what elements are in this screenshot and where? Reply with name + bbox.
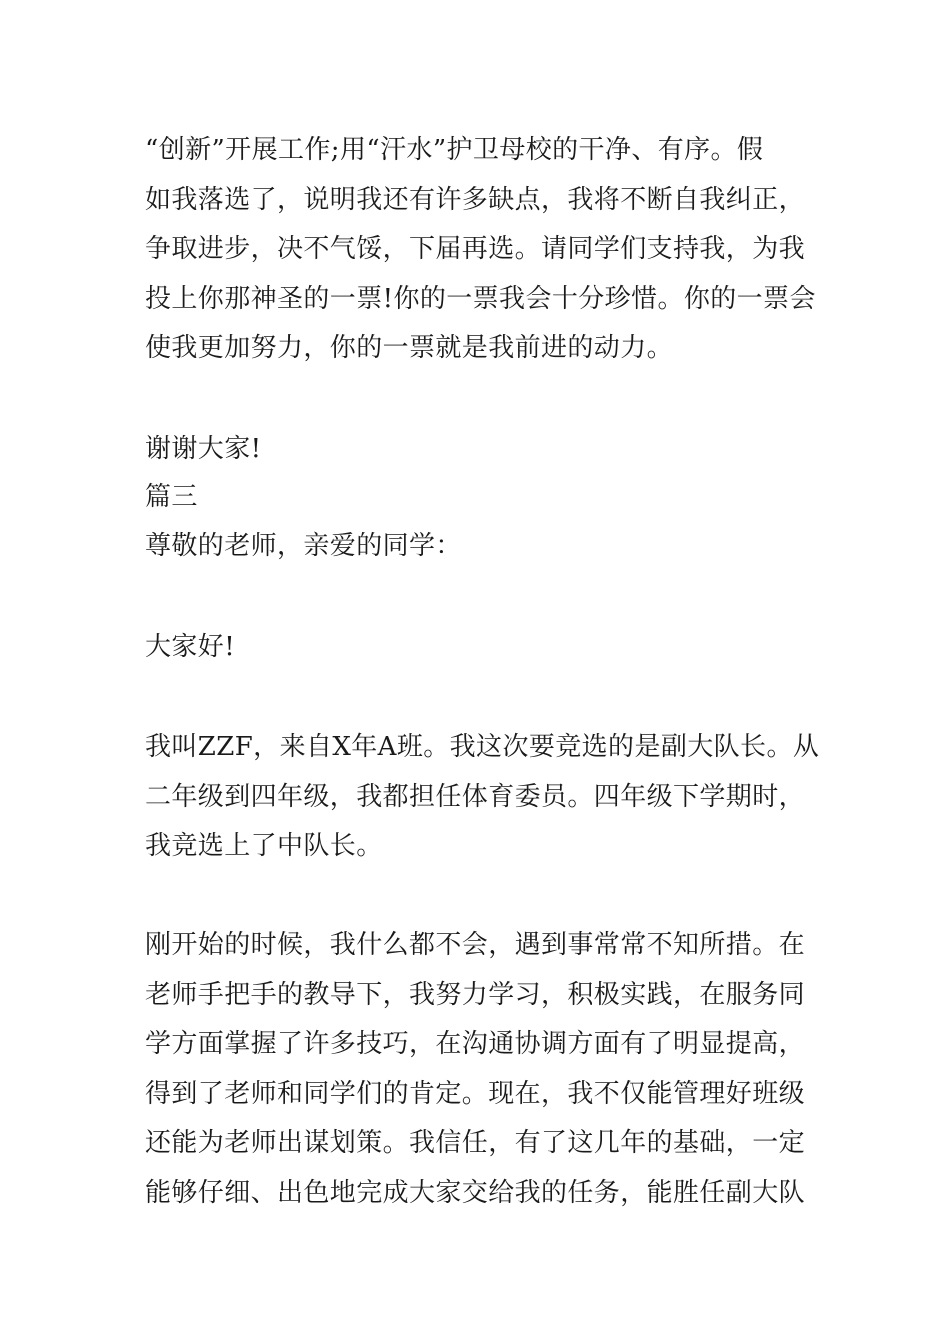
salutation: 尊敬的老师，亲爱的同学： <box>145 531 462 561</box>
paragraph-3-line-3: 学方面掌握了许多技巧，在沟通协调方面有了明显提高， <box>145 1029 806 1059</box>
paragraph-3-line-5: 还能为老师出谋划策。我信任，有了这几年的基础，一定 <box>145 1128 806 1158</box>
thanks-line: 谢谢大家! <box>145 434 262 464</box>
paragraph-3-line-1: 刚开始的时候，我什么都不会，遇到事常常不知所措。在 <box>145 930 806 960</box>
paragraph-2-line-3: 我竞选上了中队长。 <box>145 831 383 861</box>
paragraph-2-line-1: 我叫ZZF，来自X年A班。我这次要竞选的是副大队长。从 <box>145 732 820 762</box>
paragraph-1-line-1: “创新”开展工作;用“汗水”护卫母校的干净、有序。假 <box>145 135 764 165</box>
paragraph-1-line-5: 使我更加努力，你的一票就是我前进的动力。 <box>145 333 674 363</box>
greeting: 大家好! <box>145 632 236 662</box>
paragraph-1-line-4: 投上你那神圣的一票!你的一票我会十分珍惜。你的一票会 <box>145 284 816 314</box>
paragraph-1-line-3: 争取进步，决不气馁，下届再选。请同学们支持我，为我 <box>145 234 806 264</box>
paragraph-1-line-2: 如我落选了，说明我还有许多缺点，我将不断自我纠正， <box>145 185 806 215</box>
paragraph-3-line-2: 老师手把手的教导下，我努力学习，积极实践，在服务同 <box>145 980 806 1010</box>
section-title: 篇三 <box>145 482 198 512</box>
paragraph-3-line-4: 得到了老师和同学们的肯定。现在，我不仅能管理好班级 <box>145 1079 806 1109</box>
paragraph-2-line-2: 二年级到四年级，我都担任体育委员。四年级下学期时， <box>145 782 806 812</box>
paragraph-3-line-6: 能够仔细、出色地完成大家交给我的任务，能胜任副大队 <box>145 1178 806 1208</box>
